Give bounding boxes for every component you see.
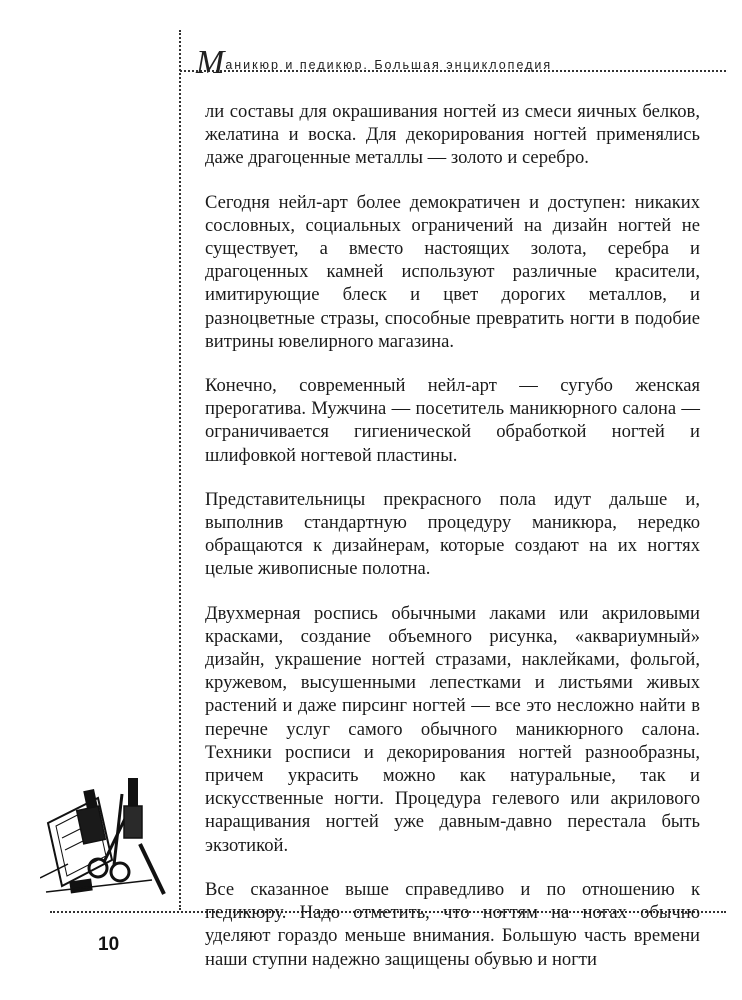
- margin-rule: [179, 30, 181, 910]
- paragraph: Представительницы прекрасного пола идут дальше и, выполнив стандартную процедуру маникюра, нередко обращаются к дизайнерам, которые создают на их ногтях целые живописные полотна.: [205, 488, 700, 580]
- page-number: 10: [98, 934, 120, 955]
- paragraph: Двухмерная роспись обычными лаками или акриловыми красками, создание объемного рисунка, «аквариумный» дизайн, украшение ногтей стразами, наклейками, фольгой, кружевом, высушенными лепестками и листьями живых растений и даже пирсинг ногтей — все это несложно найти в перечне услуг самого обычного маникюрного салона. Техники росписи и декорирования ногтей разнообразны, причем украсить можно как натуральные, так и искусственные ногти. Процедура гелевого или акрилового наращивания ногтей уже давным-давно перестала быть экзотикой.: [205, 602, 700, 856]
- paragraph: Сегодня нейл-арт более демократичен и доступен: никаких сословных, социальных ограничений на дизайн ногтей не существует, а вместо настоящих золота, серебра и драгоценных камней используют различные красители, имитирующие блеск и цвет дорогих металлов, и разноцветные стразы, способные превратить ногти в подобие витрины ювелирного магазина.: [205, 191, 700, 352]
- running-head: [196, 44, 716, 82]
- paragraph: Конечно, современный нейл-арт — сугубо женская прерогатива. Мужчина — посетитель маникюрного салона — ограничивается гигиенической обработкой ногтей и шлифовкой ногтевой пластины.: [205, 375, 700, 466]
- body-text: [205, 100, 700, 992]
- paragraph: ли составы для окрашивания ногтей из смеси яичных белков, желатина и воска. Для декорирования ногтей применялись даже драгоценные металлы — золото и серебро.: [205, 101, 700, 169]
- running-head-text: аникюр и педикюр. Большая энциклопедия: [225, 58, 553, 72]
- manicure-tools-icon: [40, 768, 170, 908]
- running-head-initial: М: [196, 44, 225, 81]
- paragraph: Все сказанное выше справедливо и по отношению к педикюру. Надо отметить, что ногтям на ногах обычно уделяют гораздо меньше внимания. Большую часть времени наши ступни надежно защищены обувью и ногти: [205, 878, 700, 970]
